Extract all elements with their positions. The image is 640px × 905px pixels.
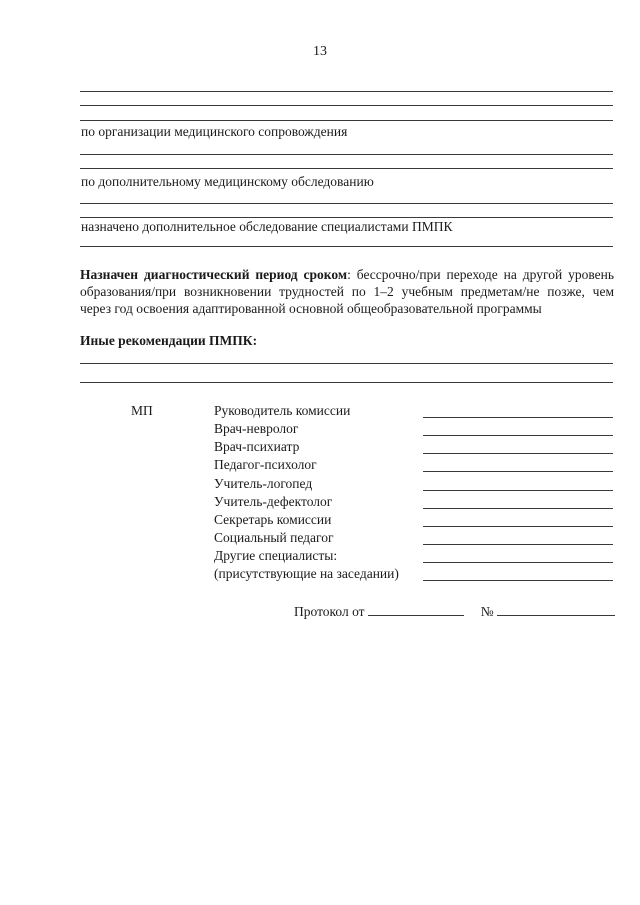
other-recommendations-title: Иные рекомендации ПМПК: (80, 333, 258, 348)
signature-line (423, 562, 613, 563)
signature-line (423, 544, 613, 545)
medical-support-label: по организации медицинского сопровождения (81, 124, 348, 139)
diagnostic-period-line2: через год освоения адаптированной основной общеобразовательной программы (80, 301, 542, 316)
blank-line (80, 382, 613, 383)
signer-secretary: Секретарь комиссии (214, 512, 332, 527)
protocol-number-blank (497, 603, 615, 616)
signature-line (423, 490, 613, 491)
blank-line (80, 246, 613, 247)
signer-speech-therapist: Учитель-логопед (214, 476, 313, 491)
blank-line (80, 154, 613, 155)
blank-line (80, 105, 613, 106)
signer-defectologist: Учитель-дефектолог (214, 494, 333, 509)
signature-line (423, 417, 613, 418)
stamp-label: МП (131, 403, 153, 418)
signer-present-note: (присутствующие на заседании) (214, 566, 399, 581)
diagnostic-period-paragraph (80, 266, 614, 317)
diagnostic-period-line1 (80, 266, 614, 300)
diagnostic-period-label: Назначен диагностический период сроком (80, 267, 348, 282)
signature-line (423, 471, 613, 472)
signer-social-pedagogue: Социальный педагог (214, 530, 334, 545)
signature-line (423, 526, 613, 527)
blank-line (80, 203, 613, 204)
signer-psychologist: Педагог-психолог (214, 457, 317, 472)
protocol-date-blank (368, 603, 464, 616)
protocol-number-sign: № (480, 604, 494, 619)
protocol-line (294, 603, 615, 620)
signer-other-specialists: Другие специалисты: (214, 548, 338, 563)
blank-line (80, 363, 613, 364)
additional-pmpk-label: назначено дополнительное обследование специалистами ПМПК (81, 219, 453, 234)
blank-line (80, 217, 613, 218)
signer-neurologist: Врач-невролог (214, 421, 299, 436)
diagnostic-period-options: : бессрочно/при переходе на другой уровень образования/при возникновении трудностей по 1–2 учебным предметам/не позже, чем (80, 267, 615, 299)
signature-line (423, 580, 613, 581)
signer-psychiatrist: Врач-психиатр (214, 439, 300, 454)
protocol-label: Протокол от (294, 604, 365, 619)
blank-line (80, 168, 613, 169)
page-number: 13 (313, 44, 327, 59)
signature-line (423, 435, 613, 436)
signer-chair: Руководитель комиссии (214, 403, 351, 418)
signature-line (423, 508, 613, 509)
signature-line (423, 453, 613, 454)
blank-line (80, 120, 613, 121)
additional-medical-label: по дополнительному медицинскому обследованию (81, 174, 374, 189)
blank-line (80, 91, 613, 92)
